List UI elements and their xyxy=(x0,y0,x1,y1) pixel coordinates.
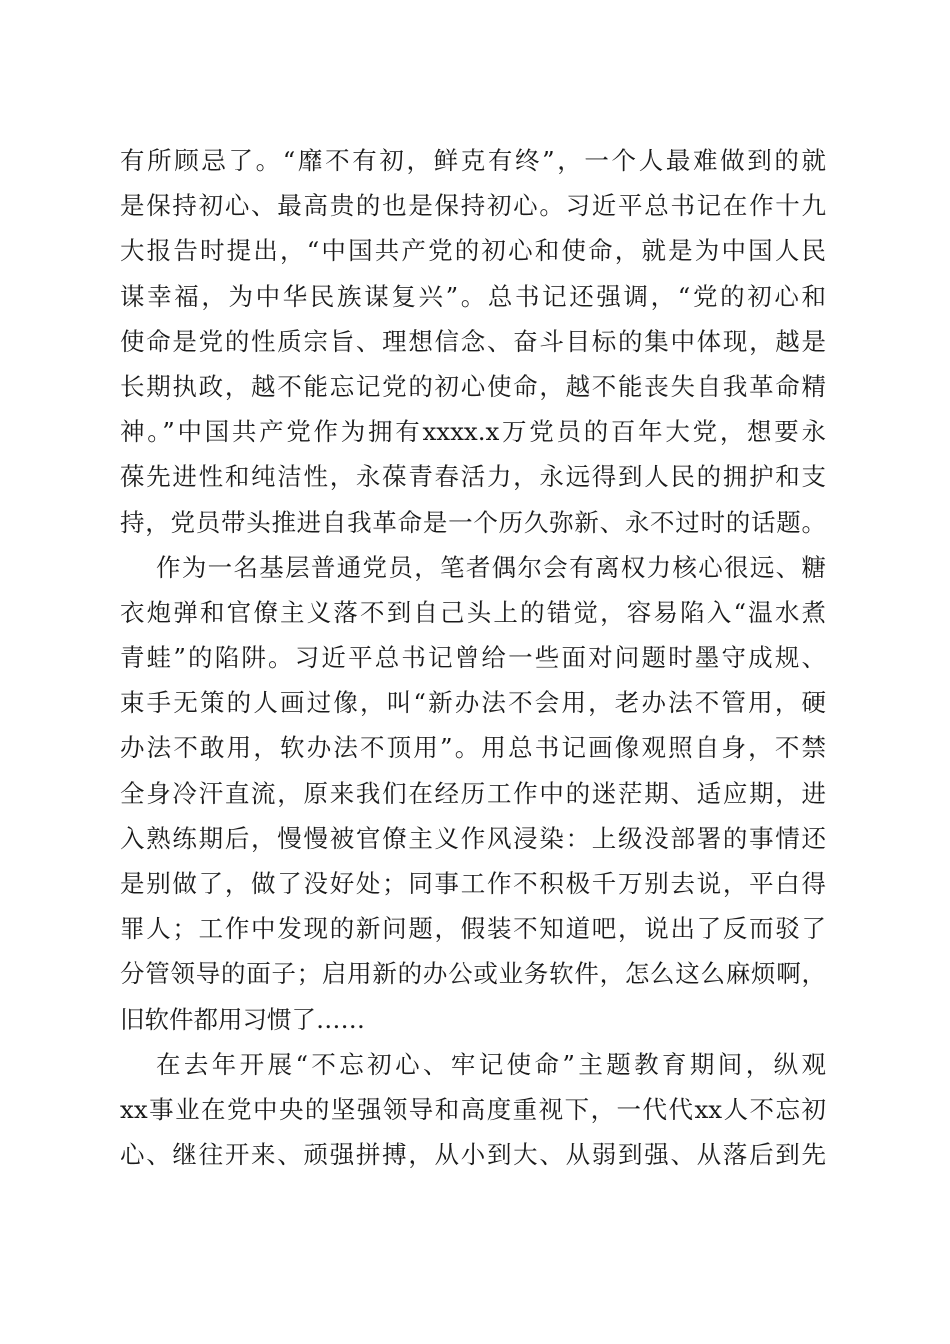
text-line: 有所顾忌了。“靡不有初，鲜克有终”，一个人最难做到的就 xyxy=(120,146,826,175)
text-line: 分管领导的面子；启用新的办公或业务软件，怎么这么麻烦啊， xyxy=(120,959,826,989)
text-line: 神。”中国共产党作为拥有xxxx.x万党员的百年大党，想要永 xyxy=(120,417,826,447)
body-text xyxy=(120,138,826,1177)
text-line: 是别做了，做了没好处；同事工作不积极千万别去说，平白得 xyxy=(120,869,826,898)
text-line: 长期执政，越不能忘记党的初心使命，越不能丧失自我革命精 xyxy=(120,371,826,401)
paragraph-first-line: 作为一名基层普通党员，笔者偶尔会有离权力核心很远、糖 xyxy=(156,552,826,582)
text-line: 是保持初心、最高贵的也是保持初心。习近平总书记在作十九 xyxy=(120,191,826,221)
text-line: 全身冷汗直流，原来我们在经历工作中的迷茫期、适应期，进 xyxy=(120,778,826,808)
text-line: 持，党员带头推进自我革命是一个历久弥新、永不过时的话题。 xyxy=(120,507,826,537)
text-line: 入熟练期后，慢慢被官僚主义作风浸染：上级没部署的事情还 xyxy=(120,823,826,853)
paragraph-first-line: 在去年开展“不忘初心、牢记使命”主题教育期间，纵观 xyxy=(156,1049,826,1079)
text-line: 办法不敢用，软办法不顶用”。用总书记画像观照自身，不禁 xyxy=(120,733,826,763)
text-line: 束手无策的人画过像，叫“新办法不会用，老办法不管用，硬 xyxy=(120,688,826,718)
text-line: 青蛙”的陷阱。习近平总书记曾给一些面对问题时墨守成规、 xyxy=(120,643,826,673)
text-line: 衣炮弹和官僚主义落不到自己头上的错觉，容易陷入“温水煮 xyxy=(120,597,826,627)
text-line: 葆先进性和纯洁性，永葆青春活力，永远得到人民的拥护和支 xyxy=(120,462,826,492)
text-line: xx事业在党中央的坚强领导和高度重视下，一代代xx人不忘初 xyxy=(120,1094,826,1124)
text-line: 罪人；工作中发现的新问题，假装不知道吧，说出了反而驳了 xyxy=(120,914,826,944)
text-line: 谋幸福，为中华民族谋复兴”。总书记还强调，“党的初心和 xyxy=(120,281,826,311)
text-line: 旧软件都用习惯了…… xyxy=(120,1004,365,1034)
text-line: 心、继往开来、顽强拼搏，从小到大、从弱到强、从落后到先 xyxy=(120,1140,826,1170)
text-line: 使命是党的性质宗旨、理想信念、奋斗目标的集中体现，越是 xyxy=(120,326,826,356)
text-line: 大报告时提出，“中国共产党的初心和使命，就是为中国人民 xyxy=(120,236,826,266)
